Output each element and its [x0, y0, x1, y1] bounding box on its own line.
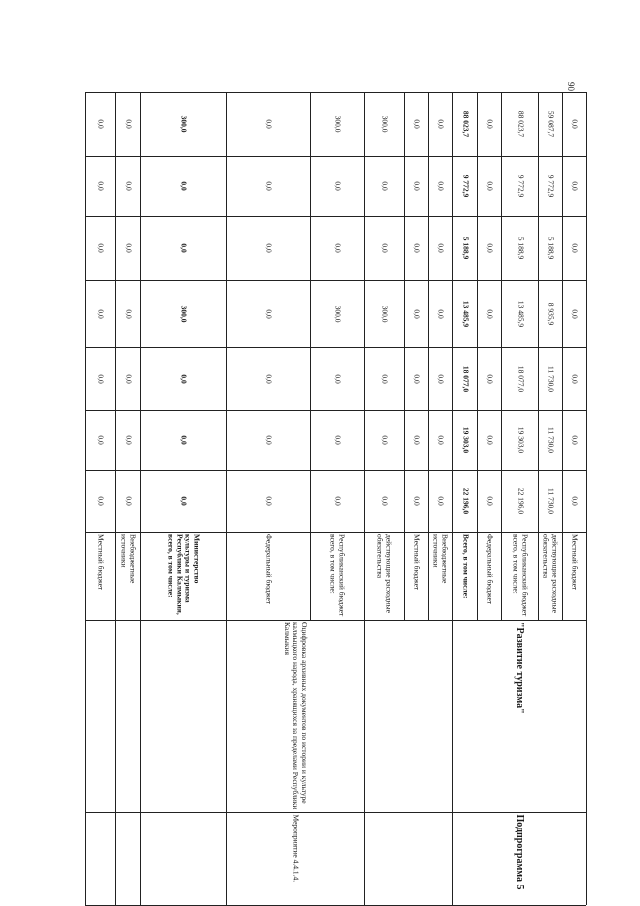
value-cell: 0,0 — [333, 496, 343, 506]
value-cell: 0,0 — [123, 119, 133, 129]
value-cell: 0,0 — [96, 435, 106, 445]
grid-line — [452, 812, 586, 813]
value-cell: 0,0 — [485, 308, 495, 319]
value-cell: 0,0 — [485, 373, 495, 384]
source-cell: Местный бюджет — [96, 534, 106, 591]
grid-line — [85, 532, 586, 533]
grid-line — [85, 620, 586, 621]
value-cell: 0,0 — [485, 119, 495, 129]
value-cell: 0,0 — [412, 308, 422, 319]
value-cell: 0,0 — [96, 243, 106, 253]
source-cell: действующие расходные обязательства — [542, 534, 560, 613]
value-cell: 0,0 — [380, 181, 390, 191]
grid-line — [452, 92, 453, 620]
value-cell: 0,0 — [333, 243, 343, 253]
source-cell: Внебюджетные источники — [119, 534, 138, 584]
grid-line — [364, 620, 365, 905]
grid-line — [364, 812, 452, 813]
value-cell: 300,0 — [333, 115, 343, 133]
grid-line — [85, 812, 226, 813]
value-cell: 0,0 — [264, 308, 274, 319]
value-cell: 9 772,9 — [515, 174, 525, 198]
value-cell: 0,0 — [179, 496, 189, 506]
grid-line — [85, 92, 586, 93]
value-cell: 0,0 — [436, 308, 446, 319]
value-cell: 300,0 — [333, 305, 343, 322]
grid-line — [85, 92, 86, 620]
grid-line — [428, 92, 429, 620]
value-cell: 0,0 — [96, 181, 106, 191]
value-cell: 0,0 — [412, 243, 422, 253]
value-cell: 5 188,9 — [515, 236, 525, 260]
value-cell: 0,0 — [570, 496, 580, 506]
value-cell: 0,0 — [570, 181, 580, 191]
value-cell: 13 485,9 — [515, 300, 525, 327]
value-cell: 0,0 — [436, 181, 446, 191]
value-cell: 0,0 — [96, 119, 106, 129]
subprogram-description: "Развитие туризма" — [513, 622, 525, 714]
value-cell: 0,0 — [179, 435, 189, 445]
grid-line — [115, 620, 116, 905]
value-cell: 8 935,9 — [546, 302, 556, 325]
grid-line — [226, 620, 227, 905]
value-cell: 300,0 — [179, 305, 189, 322]
value-cell: 9 772,9 — [546, 174, 556, 198]
value-cell: 0,0 — [264, 373, 274, 384]
value-cell: 22 196,0 — [515, 487, 525, 515]
source-cell: Внебюджетные источники — [432, 534, 450, 584]
grid-line — [586, 92, 587, 905]
source-cell: Республиканский бюджет всего, в том числе: — [329, 534, 347, 617]
value-cell: 0,0 — [96, 496, 106, 506]
grid-line — [477, 92, 478, 620]
grid-line — [226, 812, 364, 813]
value-cell: 18 077,0 — [460, 365, 470, 392]
value-cell: 0,0 — [570, 373, 580, 384]
value-cell: 0,0 — [570, 119, 580, 129]
grid-line — [364, 92, 365, 620]
grid-line — [452, 620, 453, 905]
value-cell: 0,0 — [123, 308, 133, 319]
value-cell: 0,0 — [264, 181, 274, 191]
value-cell: 0,0 — [570, 308, 580, 319]
grid-line — [501, 92, 502, 620]
value-cell: 0,0 — [412, 119, 422, 129]
value-cell: 0,0 — [412, 496, 422, 506]
value-cell: 0,0 — [412, 435, 422, 445]
value-cell: 0,0 — [123, 181, 133, 191]
value-cell: 59 087,7 — [546, 110, 556, 138]
value-cell: 0,0 — [412, 181, 422, 191]
value-cell: 0,0 — [123, 243, 133, 253]
value-cell: 0,0 — [570, 243, 580, 253]
grid-line — [140, 92, 141, 620]
value-cell: 0,0 — [179, 373, 189, 384]
value-cell: 0,0 — [380, 243, 390, 253]
source-cell: Министерство культуры и туризма Республики Калмыкия, всего, в том числе: — [166, 534, 202, 615]
source-cell: Местный бюджет — [570, 534, 580, 591]
value-cell: 0,0 — [380, 496, 390, 506]
value-cell: 0,0 — [436, 243, 446, 253]
value-cell: 0,0 — [96, 373, 106, 384]
grid-line — [140, 620, 141, 905]
value-cell: 0,0 — [485, 181, 495, 191]
value-cell: 0,0 — [333, 435, 343, 445]
value-cell: 11 730,0 — [546, 427, 556, 453]
value-cell: 0,0 — [123, 435, 133, 445]
value-cell: 11 730,0 — [546, 488, 556, 514]
value-cell: 0,0 — [485, 496, 495, 506]
value-cell: 0,0 — [436, 119, 446, 129]
value-cell: 13 485,9 — [460, 300, 470, 327]
value-cell: 300,0 — [179, 115, 189, 133]
value-cell: 0,0 — [412, 373, 422, 384]
source-cell: Федеральный бюджет — [485, 534, 495, 605]
value-cell: 0,0 — [380, 373, 390, 384]
value-cell: 18 077,0 — [515, 365, 525, 392]
grid-line — [85, 410, 586, 411]
value-cell: 0,0 — [264, 435, 274, 445]
source-cell: действующие расходные обязательства — [376, 534, 394, 613]
grid-line — [85, 620, 86, 905]
value-cell: 0,0 — [570, 435, 580, 445]
grid-line — [538, 92, 539, 620]
grid-line — [404, 92, 405, 620]
value-cell: 22 196,0 — [460, 487, 470, 515]
value-cell: 0,0 — [264, 119, 274, 129]
value-cell: 0,0 — [333, 373, 343, 384]
grid-line — [85, 347, 586, 348]
value-cell: 11 730,0 — [546, 365, 556, 392]
value-cell: 0,0 — [436, 373, 446, 384]
value-cell: 300,0 — [380, 305, 390, 322]
value-cell: 0,0 — [380, 435, 390, 445]
source-cell: Федеральный бюджет — [264, 534, 274, 605]
grid-line — [85, 156, 586, 157]
value-cell: 0,0 — [264, 243, 274, 253]
grid-line — [310, 92, 311, 620]
value-cell: 0,0 — [123, 373, 133, 384]
measure-label: Мероприятие 4.4.1.4. — [291, 814, 301, 882]
page-number: 90 — [566, 82, 576, 91]
source-cell: Всего, в том числе: — [460, 534, 470, 599]
value-cell: 0,0 — [96, 308, 106, 319]
grid-line — [85, 216, 586, 217]
grid-line — [85, 280, 586, 281]
value-cell: 0,0 — [123, 496, 133, 506]
grid-line — [85, 470, 586, 471]
value-cell: 300,0 — [380, 115, 390, 133]
value-cell: 0,0 — [485, 435, 495, 445]
subprogram-label: Подпрограмма 5 — [513, 814, 525, 890]
value-cell: 19 303,0 — [460, 426, 470, 454]
source-cell: Местный бюджет — [412, 534, 422, 591]
value-cell: 0,0 — [179, 181, 189, 191]
value-cell: 0,0 — [485, 243, 495, 253]
value-cell: 0,0 — [436, 435, 446, 445]
value-cell: 0,0 — [333, 181, 343, 191]
value-cell: 5 188,9 — [460, 236, 470, 260]
value-cell: 88 023,7 — [460, 110, 470, 138]
value-cell: 0,0 — [436, 496, 446, 506]
value-cell: 19 303,0 — [515, 426, 525, 454]
grid-line — [226, 92, 227, 620]
source-cell: Республиканский бюджет всего, в том числе: — [511, 534, 530, 617]
measure-description: Оцифровка архивных документов по истории и культуре калмыцкого народа, хранящихся за пределами Республики Калмыкия — [282, 622, 309, 810]
value-cell: 88 023,7 — [515, 110, 525, 138]
value-cell: 0,0 — [179, 243, 189, 253]
value-cell: 9 772,9 — [460, 174, 470, 198]
value-cell: 5 188,9 — [546, 236, 556, 260]
value-cell: 0,0 — [264, 496, 274, 506]
grid-line — [115, 92, 116, 620]
grid-line — [562, 92, 563, 620]
